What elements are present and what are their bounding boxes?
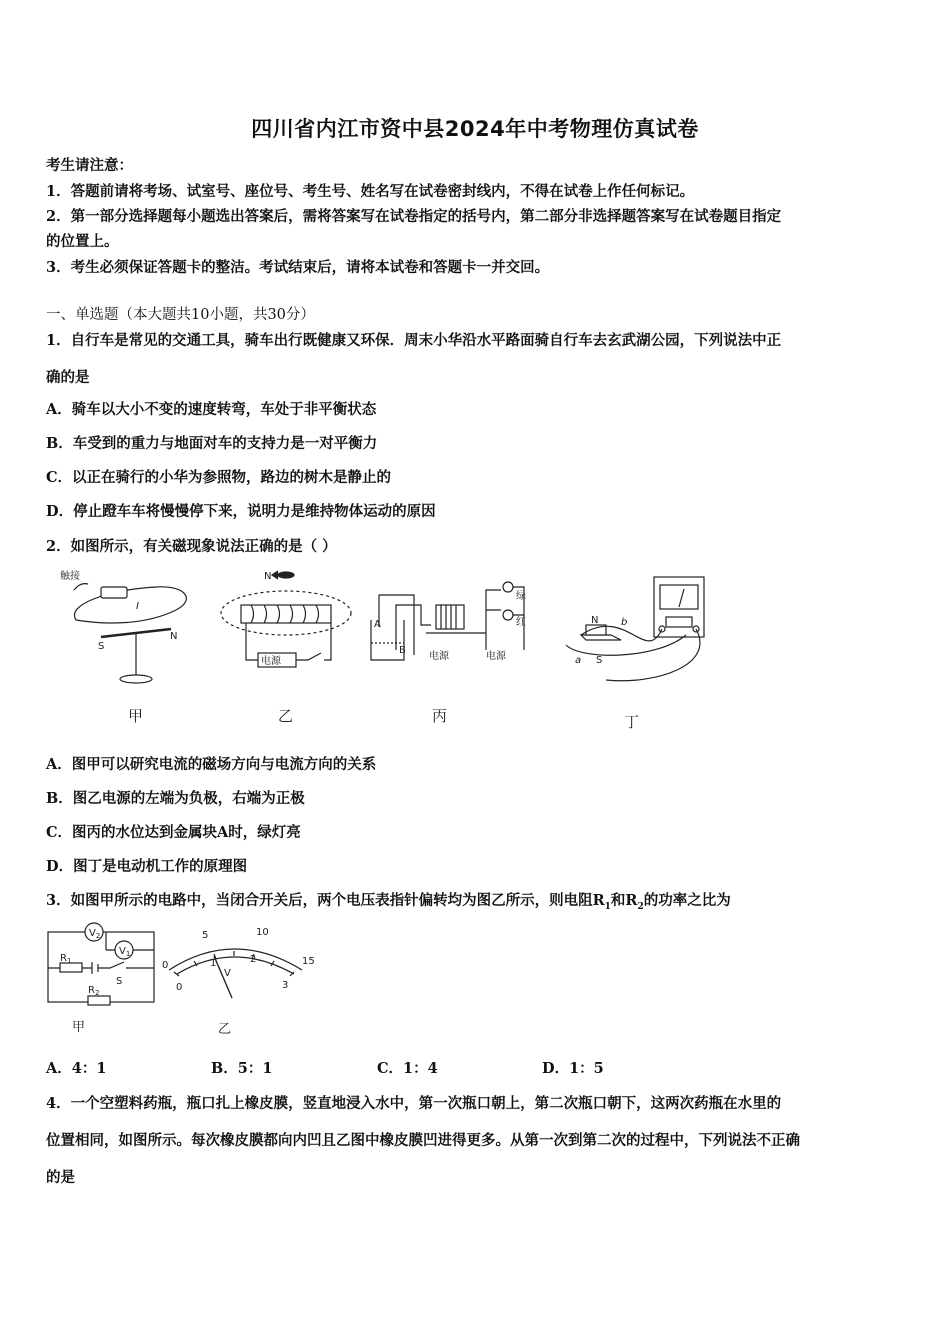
label-jia-n: N <box>170 631 178 642</box>
q4-line3: 的是 <box>46 1169 75 1186</box>
label-r2: $R_2$ <box>88 985 100 997</box>
q3-stem-pre: 3．如图甲所示的电路中，当闭合开关后，两个电压表指针偏转均为图乙所示，则电阻 <box>46 892 593 909</box>
q2-figure-drawing <box>46 565 726 735</box>
label-yi-n: N <box>264 571 272 582</box>
dial-bot-3: 3 <box>282 980 289 991</box>
dial-v-symbol: V <box>224 968 231 979</box>
caption-yi: 乙 <box>278 707 294 725</box>
q3-figure <box>44 918 319 1038</box>
label-yi-power: 电源 <box>261 656 281 667</box>
q3-figure-drawing <box>44 918 319 1038</box>
q3-stem-post: 的功率之比为 <box>643 892 731 909</box>
dial-bot-2: 2 <box>250 954 257 965</box>
notice-heading: 考生请注意： <box>46 157 133 174</box>
section-heading: 一、单选题（本大题共10小题，共30分） <box>46 307 315 323</box>
q1-stem-line1: 1．自行车是常见的交通工具，骑车出行既健康又环保．周末小华沿水平路面骑自行车去玄武湖公园，下列说法中正 <box>46 332 782 349</box>
q3-mid: 和 <box>610 892 626 909</box>
notice-item-3: 3．考生必须保证答题卡的整洁。考试结束后，请将本试卷和答题卡一并交回。 <box>46 259 550 276</box>
caption-bing: 丙 <box>432 707 448 725</box>
q2-stem: 2．如图所示，有关磁现象说法正确的是（ ） <box>46 538 337 555</box>
label-ding-a: a <box>575 655 582 666</box>
q1-option-d: D．停止蹬车车将慢慢停下来，说明力是维持物体运动的原因 <box>46 503 436 520</box>
caption-jia: 甲 <box>128 707 144 725</box>
figure-yi-diagram <box>221 571 351 667</box>
q2-figure <box>46 565 726 735</box>
label-bing-green: 绿 <box>516 591 526 602</box>
notice-item-2-cont: 的位置上。 <box>46 233 119 250</box>
q4-line2: 位置相同，如图所示。每次橡皮膜都向内凹且乙图中橡皮膜凹进得更多。从第一次到第二次的过程中，下列说法不正确 <box>46 1132 800 1149</box>
dial-bot-0: 0 <box>176 982 183 993</box>
label-switch-s: S <box>116 976 123 987</box>
q2-option-c: C．图丙的水位达到金属块A时，绿灯亮 <box>46 824 301 841</box>
circuit-diagram <box>48 923 154 1005</box>
dial-top-5: 5 <box>202 930 209 941</box>
label-ding-s: S <box>596 655 603 666</box>
q3-caption-yi: 乙 <box>218 1022 232 1037</box>
label-bing-power2: 电源 <box>486 651 506 662</box>
q3-caption-jia: 甲 <box>72 1020 86 1035</box>
label-bing-b: B <box>399 645 406 656</box>
label-ding-b: b <box>621 617 628 628</box>
q3-option-b: B．5：1 <box>211 1060 273 1077</box>
label-bing-red: 红 <box>516 617 526 628</box>
page-title: 四川省内江市资中县2024年中考物理仿真试卷 <box>251 117 699 141</box>
label-current-i: I <box>136 601 139 612</box>
label-bing-a: A <box>374 619 381 630</box>
label-v1: $V_1$ <box>119 946 131 958</box>
figure-ding-diagram <box>566 577 704 681</box>
notice-item-2: 2．第一部分选择题每小题选出答案后，需将答案写在试卷指定的括号内，第二部分非选择题答案写在试卷题目指定 <box>46 208 782 225</box>
q3-r2: R <box>625 892 638 909</box>
dial-bot-1: 1 <box>210 958 217 969</box>
q1-stem-line2: 确的是 <box>46 369 90 386</box>
label-v2: $V_2$ <box>89 928 101 940</box>
q2-option-a: A．图甲可以研究电流的磁场方向与电流方向的关系 <box>46 756 377 773</box>
label-touch: 触接 <box>60 571 80 582</box>
label-ding-n: N <box>591 615 599 626</box>
q3-stem <box>46 889 731 912</box>
q1-option-b: B．车受到的重力与地面对车的支持力是一对平衡力 <box>46 435 378 452</box>
dial-top-15: 15 <box>302 956 315 967</box>
q3-option-c: C．1：4 <box>377 1060 438 1077</box>
label-bing-power: 电源 <box>429 651 449 662</box>
q2-option-d: D．图丁是电动机工作的原理图 <box>46 858 248 875</box>
q3-option-a: A．4：1 <box>46 1060 107 1077</box>
caption-ding: 丁 <box>624 713 640 731</box>
dial-top-10: 10 <box>256 927 269 938</box>
label-jia-s: S <box>98 641 105 652</box>
q3-r2-sub: 2 <box>637 901 644 912</box>
label-r1: $R_1$ <box>60 953 72 965</box>
q2-option-b: B．图乙电源的左端为负极，右端为正极 <box>46 790 305 807</box>
q3-option-d: D．1：5 <box>542 1060 604 1077</box>
notice-item-1: 1．答题前请将考场、试室号、座位号、考生号、姓名写在试卷密封线内，不得在试卷上作任何标记。 <box>46 183 695 200</box>
q1-option-c: C．以正在骑行的小华为参照物，路边的树木是静止的 <box>46 469 392 486</box>
q3-r1: R <box>592 892 605 909</box>
q3-r1-sub: 1 <box>604 901 611 912</box>
figure-bing-diagram <box>371 582 524 660</box>
dial-top-0: 0 <box>162 960 169 971</box>
q4-line1: 4．一个空塑料药瓶，瓶口扎上橡皮膜，竖直地浸入水中，第一次瓶口朝上，第二次瓶口朝下，这两次药瓶在水里的 <box>46 1095 782 1112</box>
q1-option-a: A．骑车以大小不变的速度转弯，车处于非平衡状态 <box>46 401 377 418</box>
